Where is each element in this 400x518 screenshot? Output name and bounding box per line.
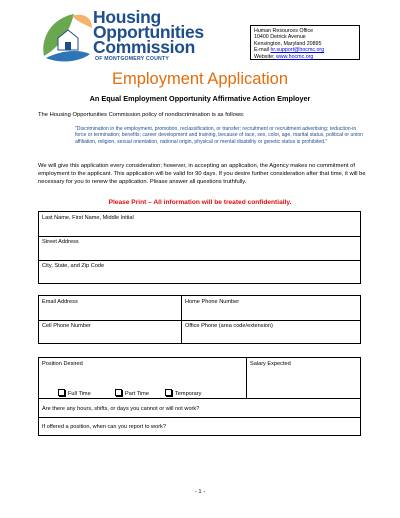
city-state-zip-field[interactable]: City, State, and Zip Code: [42, 263, 105, 269]
temporary-label: Temporary: [175, 391, 202, 397]
page-subtitle: An Equal Employment Opportunity Affirmative Action Employer: [89, 94, 311, 103]
start-date-field[interactable]: If offered a position, when can you report to work?: [42, 424, 166, 430]
divider: [39, 398, 361, 399]
full-time-checkbox[interactable]: [58, 389, 65, 396]
contact-website-row: [254, 54, 356, 60]
street-address-field[interactable]: Street Address: [42, 239, 79, 245]
divider: [246, 358, 247, 398]
office-phone-field[interactable]: Office Phone (area code/extension): [185, 323, 273, 329]
position-section: [38, 357, 361, 436]
name-address-section: [38, 211, 361, 284]
policy-quote: "Discrimination in the employment, promotion, reclassification, or transfer; recruitment or recruitment advertising; reduction-in force or termination; benefits; career development and training, because of race, sex, color, age, marital status, political or union affiliation, religion, sexual orientation, national origin, physical or mental disability or genetic status is prohibited.": [75, 126, 363, 145]
logo-text: [93, 7, 213, 62]
temporary-option[interactable]: [165, 389, 201, 397]
salary-expected-field[interactable]: Salary Expected: [250, 361, 291, 367]
contact-email-link[interactable]: hr.support@hocmc.org: [270, 47, 325, 54]
contact-office: Human Resources Office: [254, 28, 314, 34]
divider: [181, 296, 182, 344]
position-desired-field[interactable]: Position Desired: [42, 361, 83, 367]
part-time-option[interactable]: [115, 389, 149, 397]
page-number: - 1 -: [194, 489, 206, 495]
contact-city: Kensington, Maryland 20895: [254, 40, 322, 47]
divider: [39, 236, 361, 237]
full-time-label: Full Time: [68, 391, 91, 397]
policy-intro: The Housing Opportunities Commission policy of nondiscrimination is as follows:: [38, 112, 245, 118]
temporary-checkbox[interactable]: [165, 389, 172, 396]
cell-phone-field[interactable]: Cell Phone Number: [42, 323, 91, 329]
divider: [39, 260, 361, 261]
contact-email-label: E-mail: [254, 47, 271, 54]
logo-line-3: Commission: [93, 37, 196, 57]
full-time-option[interactable]: [58, 389, 91, 397]
contact-website-label: Website:: [254, 53, 276, 60]
name-field[interactable]: Last Name, First Name, Middle Initial: [42, 215, 134, 221]
confidential-notice: Please Print – All information will be treated confidentially.: [108, 199, 292, 206]
part-time-label: Part Time: [125, 391, 149, 397]
page-title: Employment Application: [111, 70, 289, 88]
contact-box: [250, 25, 360, 60]
divider: [39, 320, 361, 321]
home-phone-field[interactable]: Home Phone Number: [185, 299, 240, 305]
divider: [39, 417, 361, 418]
house-leaf-icon: [43, 14, 92, 61]
contact-street: 10400 Detrick Avenue: [254, 34, 306, 41]
hours-restriction-field[interactable]: Are there any hours, shifts, or days you cannot or will not work?: [42, 406, 200, 412]
logo-line-1: Housing: [93, 7, 161, 27]
email-field[interactable]: Email Address: [42, 299, 78, 305]
logo-subtitle: OF MONTGOMERY COUNTY: [95, 56, 170, 62]
part-time-checkbox[interactable]: [115, 389, 122, 396]
logo-line-2: Opportunities: [93, 22, 204, 42]
contact-website-link[interactable]: www.hocmc.org: [275, 53, 314, 60]
consideration-paragraph: We will give this application every consideration; however, in accepting an application, the Agency makes no commitment of employment to the applicant. This application will be valid for 90 days. If you desire further consideration after that time, it will be necessary for you to renew the application. Please answer all questions truthfully.: [38, 163, 366, 185]
contact-numbers-section: [38, 295, 361, 344]
